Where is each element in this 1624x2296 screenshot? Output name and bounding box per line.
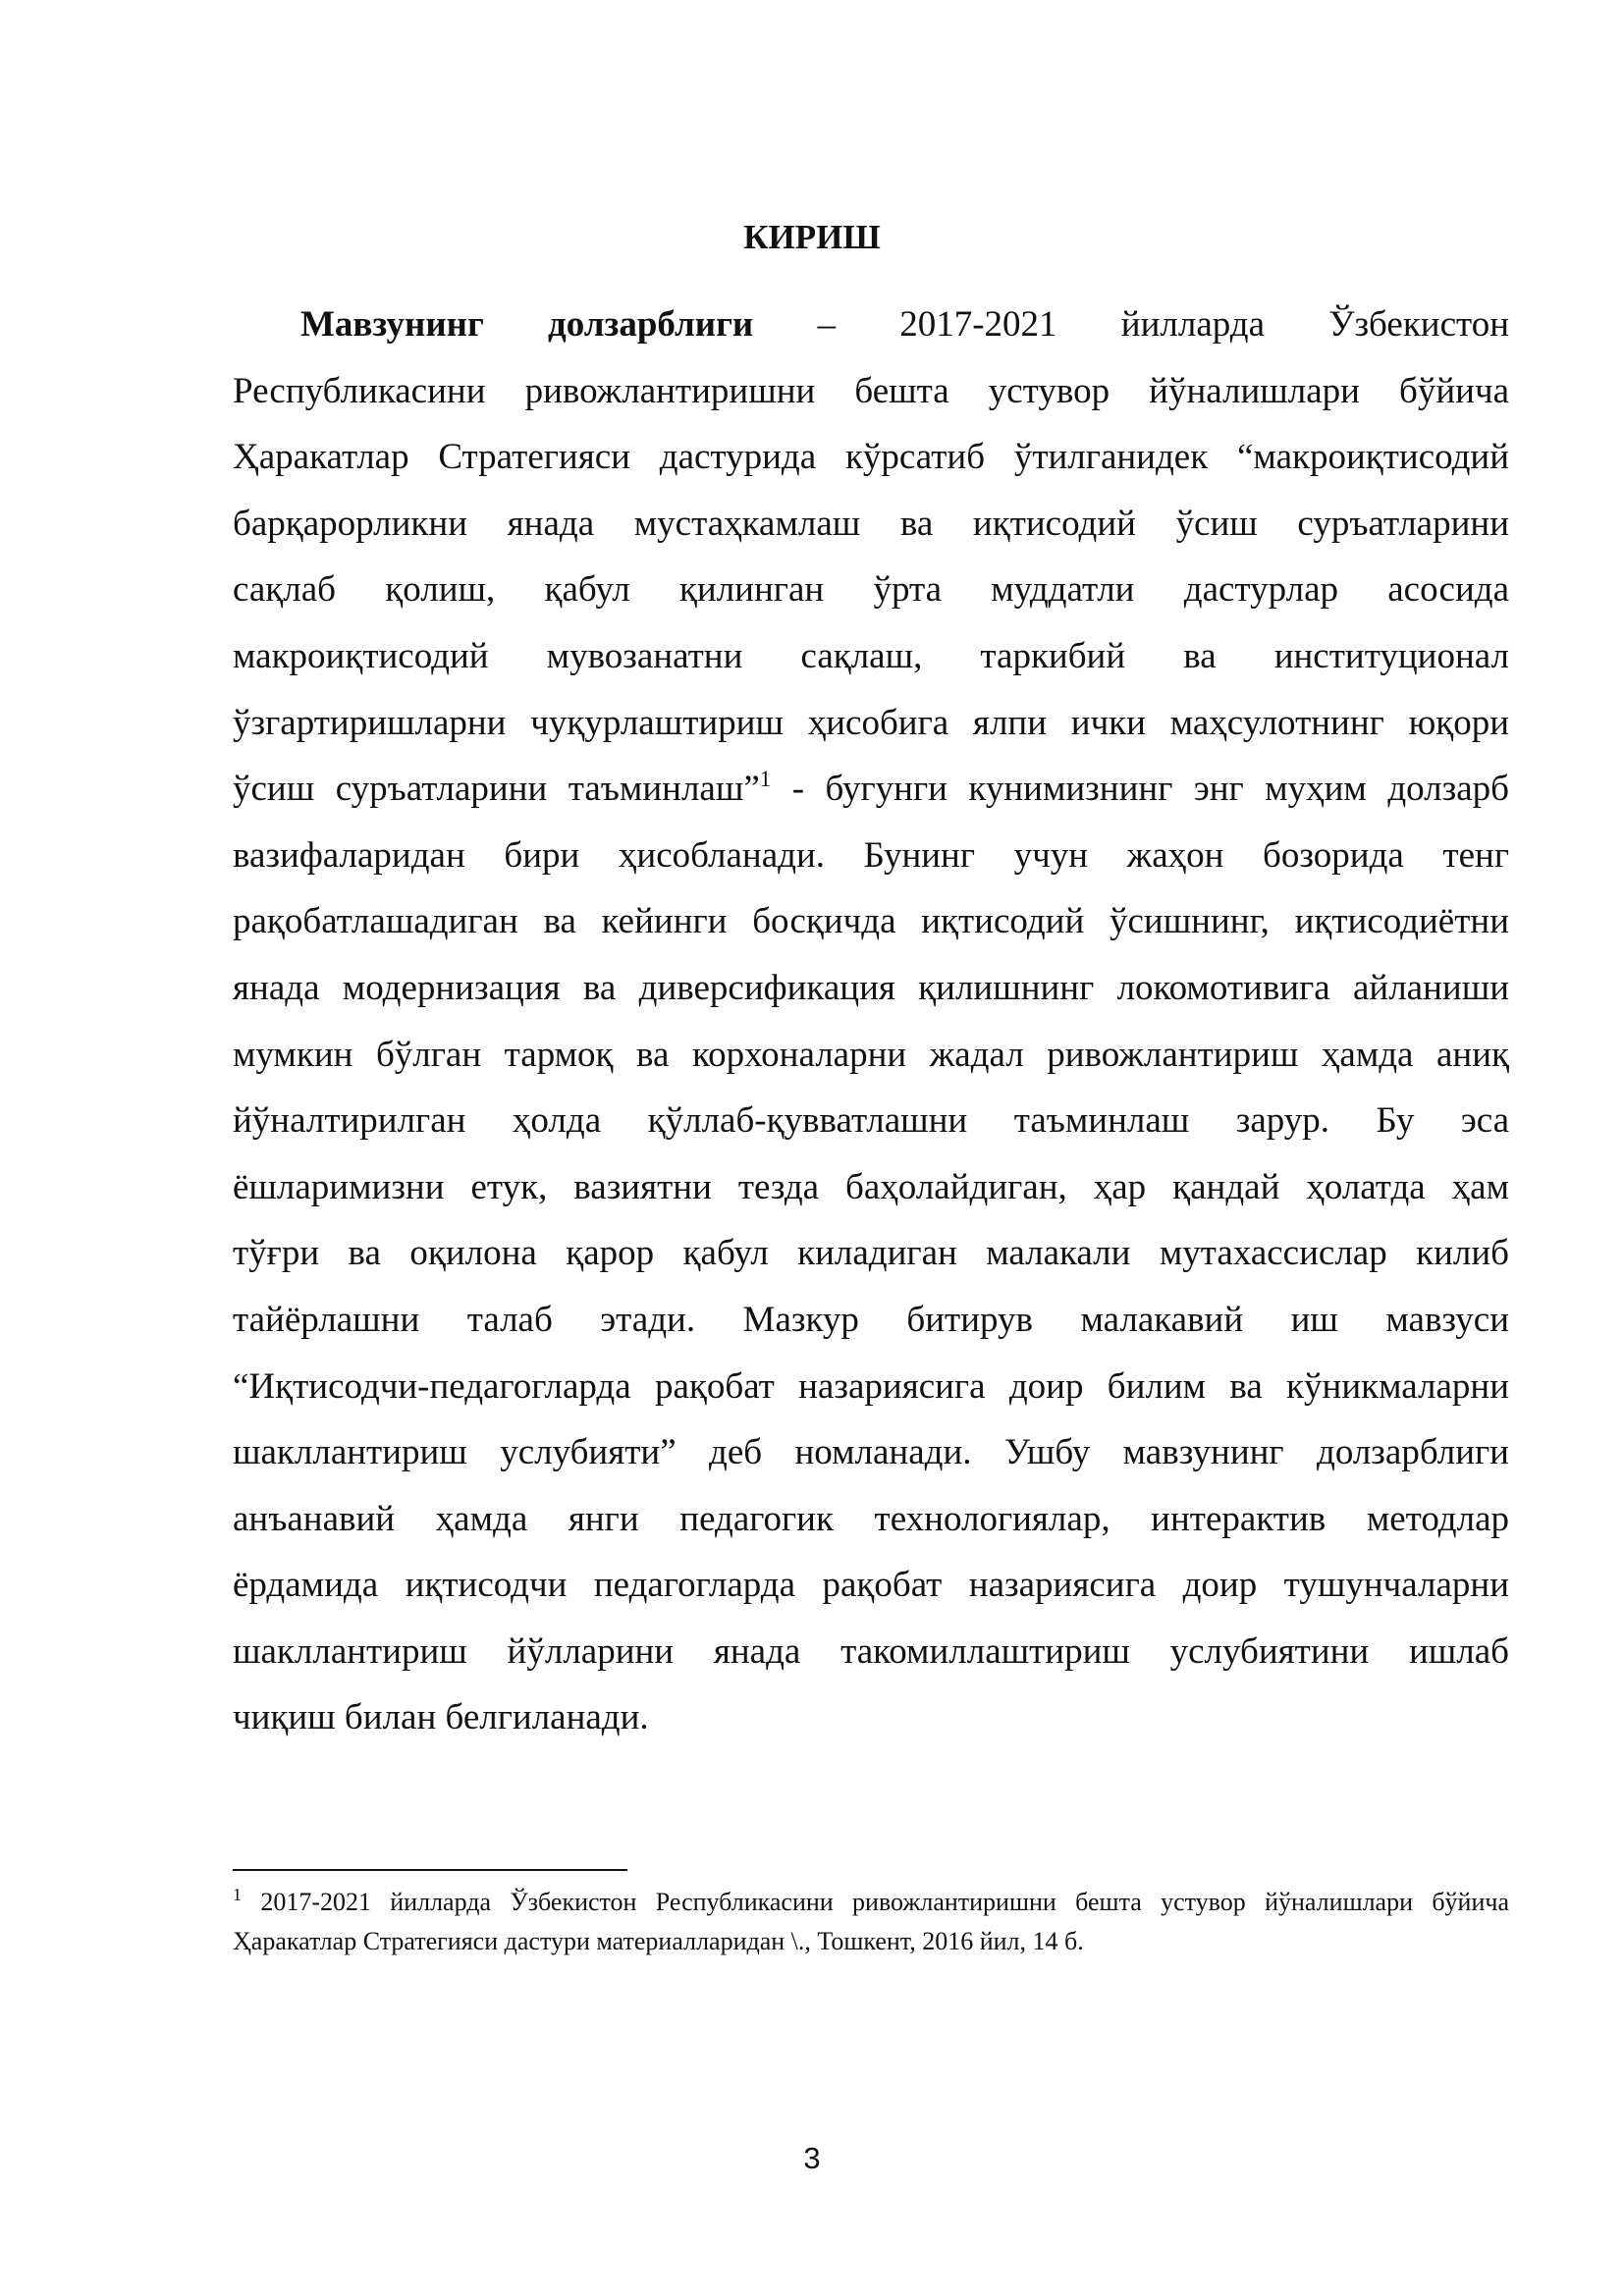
footnote <box>233 1883 1509 1961</box>
footnote-separator <box>233 1869 627 1871</box>
body-paragraph <box>233 292 1509 1751</box>
footnote-mark: 1 <box>233 1885 242 1904</box>
footnote-line-1-text: 2017-2021 йилларда Ўзбекистон Республикасини ривожлантиришни бешта устувор йўналишлари бўйича <box>260 1888 1509 1916</box>
body-line-3: Ҳаракатлар Стратегияси дастурида кўрсатиб ўтилганидек “макроиқтисодий <box>233 437 1509 478</box>
body-line-4: барқарорликни янада мустаҳкамлаш ва иқтисодий ўсиш суръатларини <box>233 503 1509 544</box>
body-line-22: чиқиш билан белгиланади. <box>233 1697 649 1738</box>
body-line-12: мумкин бўлган тармоқ ва корхоналарни жадал ривожлантириш ҳамда аниқ <box>233 1034 1509 1075</box>
body-line-8 <box>233 756 1509 823</box>
body-line-2: Республикасини ривожлантиришни бешта устувор йўналишлари бўйича <box>233 370 1509 411</box>
footnote-line-2: Ҳаракатлар Стратегияси дастури материалларидан \., Тошкент, 2016 йил, 14 б. <box>233 1927 1084 1955</box>
body-line-13: йўналтирилган ҳолда қўллаб-қувватлашни таъминлаш зарур. Бу эса <box>233 1100 1509 1142</box>
body-line-1 <box>233 292 1509 358</box>
body-line-5: сақлаб қолиш, қабул қилинган ўрта муддатли дастурлар асосида <box>233 569 1509 611</box>
footnote-reference[interactable]: 1 <box>759 767 772 792</box>
body-line-15: тўғри ва оқилона қарор қабул киладиган малакали мутахассислар килиб <box>233 1233 1509 1274</box>
page-number: 3 <box>803 2141 821 2175</box>
body-line-6: макроиқтисодий мувозанатни сақлаш, таркибий ва институционал <box>233 635 1509 676</box>
section-heading: КИРИШ <box>743 218 881 256</box>
body-line-1-text: – 2017-2021 йилларда Ўзбекистон <box>817 304 1509 345</box>
body-line-8-text: ўсиш суръатларини таъминлаш” <box>233 769 760 810</box>
body-line-9: вазифаларидан бири ҳисобланади. Бунинг учун жаҳон бозорида тенг <box>233 834 1509 876</box>
body-line-17: “Иқтисодчи-педагогларда рақобат назариясига доир билим ва кўникмаларни <box>233 1365 1509 1407</box>
body-line-18: шакллантириш услубияти” деб номланади. Ушбу мавзунинг долзарблиги <box>233 1432 1509 1473</box>
body-line-7: ўзгартиришларни чуқурлаштириш ҳисобига ялпи ички маҳсулотнинг юқори <box>233 702 1509 743</box>
body-line-16: тайёрлашни талаб этади. Мазкур битирув малакавий иш мавзуси <box>233 1299 1509 1340</box>
body-line-19: анъанавий ҳамда янги педагогик технологиялар, интерактив методлар <box>233 1498 1509 1539</box>
body-line-10: рақобатлашадиган ва кейинги босқичда иқтисодий ўсишнинг, иқтисодиётни <box>233 901 1509 942</box>
body-line-14: ёшларимизни етук, вазиятни тезда баҳолайдиган, ҳар қандай ҳолатда ҳам <box>233 1166 1509 1207</box>
body-line-8-rest: - бугунги кунимизнинг энг муҳим долзарб <box>791 769 1509 810</box>
lead-term: Мавзунинг долзарблиги <box>300 304 754 345</box>
body-line-11: янада модернизация ва диверсификация қилишнинг локомотивига айланиши <box>233 967 1509 1008</box>
body-line-21: шакллантириш йўлларини янада такомиллаштириш услубиятини ишлаб <box>233 1630 1509 1672</box>
footnote-line-1 <box>233 1883 1509 1922</box>
body-line-20: ёрдамида иқтисодчи педагогларда рақобат назариясига доир тушунчаларни <box>233 1565 1509 1606</box>
